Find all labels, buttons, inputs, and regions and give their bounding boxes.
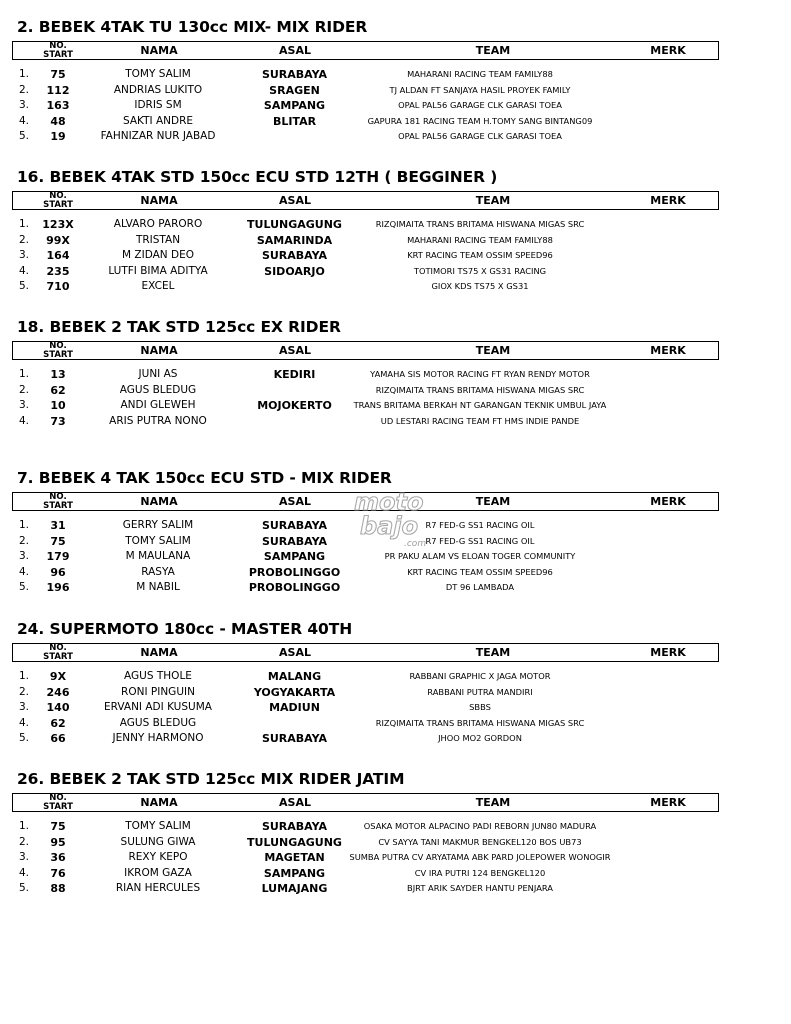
table-header xyxy=(12,793,719,812)
team-name: R7 FED-G SS1 RACING OIL xyxy=(425,535,535,546)
watermark-line1: moto xyxy=(354,488,424,516)
table-row xyxy=(0,534,791,550)
rider-name: JENNY HARMONO xyxy=(112,732,204,745)
header-no-start xyxy=(39,644,77,661)
row-index: 4. xyxy=(19,565,30,578)
rider-city: MADIUN xyxy=(269,701,320,715)
rider-name: JUNI AS xyxy=(138,368,178,380)
rider-city: SIDOARJO xyxy=(264,264,325,278)
header-no-line1: NO. xyxy=(49,643,67,653)
table-row xyxy=(0,731,791,747)
table-row xyxy=(0,217,791,233)
team-name: DT 96 LAMBADA xyxy=(445,582,515,593)
row-index: 3. xyxy=(19,550,30,563)
table-row xyxy=(0,866,791,882)
table-row xyxy=(0,83,791,99)
table-row xyxy=(0,685,791,701)
header-no-line2: START xyxy=(43,802,73,812)
table-row xyxy=(0,518,791,534)
row-index: 3. xyxy=(19,701,30,714)
header-team: TEAM xyxy=(475,796,511,809)
rider-name: LUTFI BIMA ADITYA xyxy=(108,264,208,277)
team-name: GIOX KDS TS75 X GS31 xyxy=(431,281,529,292)
rider-name: ANDRIAS LUKITO xyxy=(113,83,203,96)
rider-city: SURABAYA xyxy=(261,249,328,263)
start-number: 36 xyxy=(50,851,66,865)
start-number: 179 xyxy=(46,550,70,564)
header-merk: MERK xyxy=(650,44,686,57)
rider-name: ERVANI ADI KUSUMA xyxy=(104,701,212,714)
team-name: RIZQIMAITA TRANS BRITAMA HISWANA MIGAS SRC xyxy=(375,384,585,395)
rider-city: KEDIRI xyxy=(273,368,316,381)
table-row xyxy=(0,669,791,685)
row-index: 1. xyxy=(19,368,30,380)
row-index: 1. xyxy=(19,820,30,832)
team-name: MAHARANI RACING TEAM FAMILY88 xyxy=(407,234,553,245)
header-no-start xyxy=(39,342,77,359)
table-header xyxy=(12,191,719,210)
rider-name: SAKTI ANDRE xyxy=(122,114,193,127)
team-name: TJ ALDAN FT SANJAYA HASIL PROYEK FAMILY xyxy=(389,84,571,95)
team-name: KRT RACING TEAM OSSIM SPEED96 xyxy=(407,566,553,577)
rider-city: SURABAYA xyxy=(261,820,328,833)
header-asal: ASAL xyxy=(279,796,311,809)
rider-city: SURABAYA xyxy=(261,732,328,746)
rider-name: M ZIDAN DEO xyxy=(122,249,194,262)
rider-city: YOGYAKARTA xyxy=(253,685,336,699)
rider-name: AGUS BLEDUG xyxy=(119,383,197,396)
row-index: 2. xyxy=(19,383,30,396)
rider-name: SULUNG GIWA xyxy=(120,835,196,848)
rider-name: M MAULANA xyxy=(125,550,191,563)
team-name: OPAL PAL56 GARAGE CLK GARASI TOEA xyxy=(398,131,562,142)
header-nama: NAMA xyxy=(140,796,178,809)
start-number: 112 xyxy=(46,83,70,97)
table-row xyxy=(0,367,791,383)
table-header xyxy=(12,643,719,662)
header-asal: ASAL xyxy=(279,646,311,659)
start-number: 62 xyxy=(50,383,66,397)
start-number: 73 xyxy=(50,414,66,428)
row-index: 2. xyxy=(19,534,30,547)
team-name: RIZQIMAITA TRANS BRITAMA HISWANA MIGAS SRC xyxy=(375,219,585,229)
header-no-line2: START xyxy=(43,200,73,210)
row-index: 2. xyxy=(19,233,30,246)
header-merk: MERK xyxy=(650,495,686,508)
row-index: 4. xyxy=(19,114,30,127)
header-merk: MERK xyxy=(650,796,686,809)
header-asal: ASAL xyxy=(279,44,311,57)
rider-city: TULUNGAGUNG xyxy=(247,835,342,849)
start-number: 246 xyxy=(46,685,70,699)
row-index: 3. xyxy=(19,399,30,412)
rider-name: ANDI GLEWEH xyxy=(120,399,196,412)
team-name: OSAKA MOTOR ALPACINO PADI REBORN JUN80 MADURA xyxy=(363,821,597,831)
header-team: TEAM xyxy=(475,44,511,57)
table-row xyxy=(0,279,791,295)
table-row xyxy=(0,881,791,897)
header-no-start xyxy=(39,493,77,510)
team-name: CV SAYYA TANI MAKMUR BENGKEL120 BOS UB73 xyxy=(378,836,582,847)
row-index: 5. xyxy=(19,130,30,143)
header-team: TEAM xyxy=(475,344,511,357)
row-index: 5. xyxy=(19,882,30,895)
rider-city: SAMPANG xyxy=(263,99,326,113)
rider-city: BLITAR xyxy=(272,114,317,128)
team-name: KRT RACING TEAM OSSIM SPEED96 xyxy=(407,250,553,261)
rider-name: REXY KEPO xyxy=(128,851,188,864)
team-name: CV IRA PUTRI 124 BENGKEL120 xyxy=(414,867,546,878)
table-row xyxy=(0,835,791,851)
rider-name: RIAN HERCULES xyxy=(115,882,201,895)
row-index: 3. xyxy=(19,851,30,864)
table-header xyxy=(12,492,719,511)
start-number: 48 xyxy=(50,114,66,128)
table-row xyxy=(0,549,791,565)
watermark-line2: bajo xyxy=(360,512,419,540)
header-asal: ASAL xyxy=(279,344,311,357)
header-nama: NAMA xyxy=(140,646,178,659)
section-title: 18. BEBEK 2 TAK STD 125cc EX RIDER xyxy=(17,318,341,336)
rider-city: SRAGEN xyxy=(269,83,320,97)
row-index: 4. xyxy=(19,414,30,427)
table-row xyxy=(0,383,791,399)
start-number: 123X xyxy=(42,218,74,231)
table-row xyxy=(0,565,791,581)
table-row xyxy=(0,819,791,835)
table-row xyxy=(0,414,791,430)
start-number: 75 xyxy=(50,68,66,81)
row-index: 4. xyxy=(19,716,30,729)
rider-name: TOMY SALIM xyxy=(125,820,191,832)
rider-name: ALVARO PARORO xyxy=(113,218,203,230)
header-nama: NAMA xyxy=(140,495,178,508)
team-name: TRANS BRITAMA BERKAH NT GARANGAN TEKNIK UMBUL JAYA xyxy=(353,400,607,411)
header-no-line1: NO. xyxy=(49,341,67,351)
rider-name: EXCEL xyxy=(141,280,175,293)
header-no-line2: START xyxy=(43,350,73,360)
rider-name: IDRIS SM xyxy=(134,99,182,112)
row-index: 3. xyxy=(19,249,30,262)
table-row xyxy=(0,98,791,114)
rider-city: PROBOLINGGO xyxy=(248,565,341,579)
start-number: 710 xyxy=(46,280,70,294)
table-row xyxy=(0,264,791,280)
rider-name: TOMY SALIM xyxy=(125,534,191,547)
team-name: R7 FED-G SS1 RACING OIL xyxy=(425,520,535,530)
start-number: 96 xyxy=(50,565,66,579)
row-index: 4. xyxy=(19,264,30,277)
team-name: JHOO MO2 GORDON xyxy=(438,733,522,744)
team-name: YAMAHA SIS MOTOR RACING FT RYAN RENDY MOTOR xyxy=(370,369,590,379)
start-number: 163 xyxy=(46,99,70,113)
header-merk: MERK xyxy=(650,344,686,357)
table-header xyxy=(12,341,719,360)
team-name: UD LESTARI RACING TEAM FT HMS INDIE PANDE xyxy=(380,415,580,426)
row-index: 1. xyxy=(19,68,30,80)
table-row xyxy=(0,580,791,596)
start-number: 19 xyxy=(50,130,66,144)
rider-name: AGUS BLEDUG xyxy=(119,716,197,729)
rider-name: AGUS THOLE xyxy=(124,670,192,682)
rider-name: FAHNIZAR NUR JABAD xyxy=(100,130,216,143)
row-index: 5. xyxy=(19,732,30,745)
team-name: GAPURA 181 RACING TEAM H.TOMY SANG BINTANG09 xyxy=(367,115,593,126)
start-number: 75 xyxy=(50,820,66,833)
section-title: 7. BEBEK 4 TAK 150cc ECU STD - MIX RIDER xyxy=(17,469,392,487)
header-merk: MERK xyxy=(650,646,686,659)
start-number: 140 xyxy=(46,701,70,715)
table-row xyxy=(0,233,791,249)
section-title: 24. SUPERMOTO 180cc - MASTER 40TH xyxy=(17,620,353,638)
start-number: 66 xyxy=(50,732,66,746)
start-number: 10 xyxy=(50,399,66,413)
rider-city: LUMAJANG xyxy=(261,882,328,896)
table-row xyxy=(0,129,791,145)
team-name: BJRT ARIK SAYDER HANTU PENJARA xyxy=(407,883,553,894)
header-team: TEAM xyxy=(475,495,511,508)
header-asal: ASAL xyxy=(279,194,311,207)
header-nama: NAMA xyxy=(140,44,178,57)
header-no-start xyxy=(39,794,77,811)
watermark-line3: .com xyxy=(404,539,427,549)
section-title: 16. BEBEK 4TAK STD 150cc ECU STD 12TH ( BEGGINER ) xyxy=(17,168,498,186)
row-index: 2. xyxy=(19,685,30,698)
table-row xyxy=(0,114,791,130)
header-team: TEAM xyxy=(475,646,511,659)
rider-name: GERRY SALIM xyxy=(122,519,194,531)
rider-name: M NABIL xyxy=(136,581,180,594)
start-number: 95 xyxy=(50,835,66,849)
rider-name: ARIS PUTRA NONO xyxy=(109,414,207,427)
rider-city: SURABAYA xyxy=(261,68,328,81)
row-index: 2. xyxy=(19,835,30,848)
row-index: 3. xyxy=(19,99,30,112)
start-number: 62 xyxy=(50,716,66,730)
start-number: 235 xyxy=(46,264,70,278)
start-number: 88 xyxy=(50,882,66,896)
row-index: 2. xyxy=(19,83,30,96)
start-number: 164 xyxy=(46,249,70,263)
header-merk: MERK xyxy=(650,194,686,207)
header-no-line2: START xyxy=(43,501,73,511)
start-number: 9X xyxy=(49,670,67,683)
table-row xyxy=(0,700,791,716)
rider-name: RONI PINGUIN xyxy=(121,685,195,698)
rider-city: SAMARINDA xyxy=(256,233,333,247)
start-number: 75 xyxy=(50,534,66,548)
header-no-line1: NO. xyxy=(49,191,67,201)
header-asal: ASAL xyxy=(279,495,311,508)
row-index: 4. xyxy=(19,866,30,879)
row-index: 5. xyxy=(19,581,30,594)
rider-city: MAGETAN xyxy=(264,851,325,865)
rider-name: IKROM GAZA xyxy=(124,866,192,879)
rider-name: TRISTAN xyxy=(135,233,181,246)
rider-city: SAMPANG xyxy=(263,866,326,880)
table-row xyxy=(0,248,791,264)
header-no-start xyxy=(39,192,77,209)
rider-city: MOJOKERTO xyxy=(257,399,332,413)
rider-city: MALANG xyxy=(267,670,322,683)
rider-city: TULUNGAGUNG xyxy=(247,218,342,231)
header-no-line1: NO. xyxy=(49,41,67,51)
start-number: 13 xyxy=(50,368,66,381)
header-no-line1: NO. xyxy=(49,793,67,803)
header-nama: NAMA xyxy=(140,344,178,357)
row-index: 5. xyxy=(19,280,30,293)
section-title: 26. BEBEK 2 TAK STD 125cc MIX RIDER JATIM xyxy=(17,770,405,788)
start-number: 31 xyxy=(50,519,66,532)
start-number: 76 xyxy=(50,866,66,880)
rider-city: SURABAYA xyxy=(261,534,328,548)
rider-city: SURABAYA xyxy=(261,519,328,532)
row-index: 1. xyxy=(19,670,30,682)
team-name: PR PAKU ALAM VS ELOAN TOGER COMMUNITY xyxy=(384,551,576,562)
header-no-line2: START xyxy=(43,652,73,662)
team-name: RABBANI GRAPHIC X JAGA MOTOR xyxy=(409,671,551,681)
team-name: SUMBA PUTRA CV ARYATAMA ABK PARD JOLEPOWER WONOGIR xyxy=(349,852,611,863)
row-index: 1. xyxy=(19,218,30,230)
start-number: 196 xyxy=(46,581,70,595)
rider-name: RASYA xyxy=(141,565,175,578)
rider-city: PROBOLINGGO xyxy=(248,581,341,595)
table-row xyxy=(0,398,791,414)
header-nama: NAMA xyxy=(140,194,178,207)
row-index: 1. xyxy=(19,519,30,531)
team-name: TOTIMORI TS75 X GS31 RACING xyxy=(413,265,547,276)
table-row xyxy=(0,67,791,83)
team-name: RIZQIMAITA TRANS BRITAMA HISWANA MIGAS SRC xyxy=(375,717,585,728)
team-name: RABBANI PUTRA MANDIRI xyxy=(427,686,533,697)
header-no-start xyxy=(39,42,77,59)
section-title: 2. BEBEK 4TAK TU 130cc MIX- MIX RIDER xyxy=(17,18,368,36)
table-row xyxy=(0,850,791,866)
rider-city: SAMPANG xyxy=(263,550,326,564)
team-name: SBBS xyxy=(469,702,491,713)
start-number: 99X xyxy=(46,233,70,247)
header-no-line1: NO. xyxy=(49,492,67,502)
header-team: TEAM xyxy=(475,194,511,207)
rider-name: TOMY SALIM xyxy=(125,68,191,80)
table-header xyxy=(12,41,719,60)
team-name: MAHARANI RACING TEAM FAMILY88 xyxy=(407,69,553,79)
header-no-line2: START xyxy=(43,50,73,60)
table-row xyxy=(0,716,791,732)
team-name: OPAL PAL56 GARAGE CLK GARASI TOEA xyxy=(398,100,562,111)
